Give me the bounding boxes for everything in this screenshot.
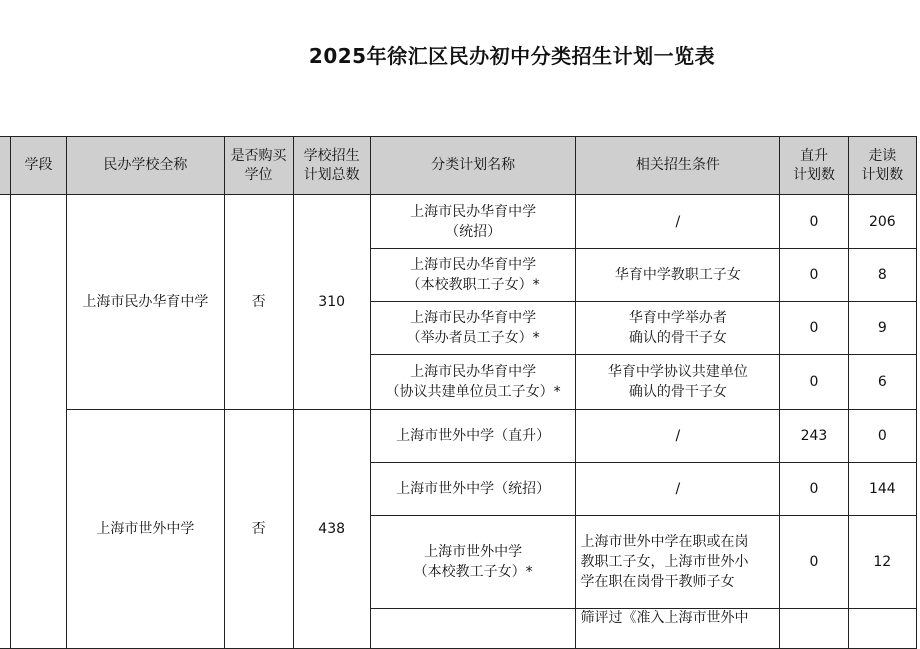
walk-count-cell: 144 [848, 463, 916, 516]
conditions-cell: 华育中学教职工子女 [576, 249, 780, 302]
table-row [0, 195, 917, 249]
index-cell [0, 195, 10, 649]
direct-count-cell: 0 [780, 195, 848, 249]
direct-count-cell: 243 [780, 410, 848, 463]
school-name-cell: 上海市世外中学 [67, 410, 224, 649]
plan-name-cell: 上海市民办华育中学 （举办者员工子女）* [370, 302, 576, 355]
total-plan-cell: 438 [293, 410, 370, 649]
conditions-cell: 华育中学举办者 确认的骨干子女 [576, 302, 780, 355]
plan-name-cell: 上海市世外中学（统招） [370, 463, 576, 516]
walk-count-cell: 8 [848, 249, 916, 302]
header-housing: 是否购买 学位 [224, 137, 293, 195]
plan-name-cell: 上海市世外中学（直升） [370, 410, 576, 463]
conditions-cell: 筛评过《准入上海市世外中 [576, 609, 780, 649]
header-row [0, 137, 917, 195]
walk-count-cell: 6 [848, 355, 916, 410]
direct-count-cell: 0 [780, 249, 848, 302]
plan-name-cell [370, 609, 576, 649]
conditions-cell: 华育中学协议共建单位 确认的骨干子女 [576, 355, 780, 410]
direct-count-cell: 0 [780, 302, 848, 355]
walk-count-cell: 0 [848, 410, 916, 463]
walk-count-cell [848, 609, 916, 649]
conditions-cell: 上海市世外中学在职或在岗 教职工子女，上海市世外小 学在职在岗骨干教师子女 [576, 516, 780, 609]
walk-count-cell: 206 [848, 195, 916, 249]
direct-count-cell: 0 [780, 355, 848, 410]
enrollment-plan-table [0, 136, 917, 649]
header-walk-count: 走读 计划数 [848, 137, 916, 195]
table-row [0, 410, 917, 463]
page-title: 2025年徐汇区民办初中分类招生计划一览表 [308, 44, 716, 68]
conditions-cell: / [576, 195, 780, 249]
stage-cell [10, 195, 66, 649]
conditions-cell: / [576, 410, 780, 463]
conditions-cell: / [576, 463, 780, 516]
direct-count-cell [780, 609, 848, 649]
plan-name-cell: 上海市世外中学 （本校教工子女）* [370, 516, 576, 609]
walk-count-cell: 12 [848, 516, 916, 609]
plan-name-cell: 上海市民办华育中学 （协议共建单位员工子女）* [370, 355, 576, 410]
total-plan-cell: 310 [293, 195, 370, 410]
housing-cell: 否 [224, 195, 293, 410]
plan-name-cell: 上海市民办华育中学 （统招） [370, 195, 576, 249]
header-index [0, 137, 10, 195]
school-name-cell: 上海市民办华育中学 [67, 195, 224, 410]
direct-count-cell: 0 [780, 516, 848, 609]
direct-count-cell: 0 [780, 463, 848, 516]
header-plan-name: 分类计划名称 [370, 137, 576, 195]
housing-cell: 否 [224, 410, 293, 649]
plan-name-cell: 上海市民办华育中学 （本校教职工子女）* [370, 249, 576, 302]
header-direct-count: 直升 计划数 [780, 137, 848, 195]
header-stage: 学段 [10, 137, 66, 195]
header-school-name: 民办学校全称 [67, 137, 224, 195]
header-total-plan: 学校招生 计划总数 [293, 137, 370, 195]
walk-count-cell: 9 [848, 302, 916, 355]
header-conditions: 相关招生条件 [576, 137, 780, 195]
